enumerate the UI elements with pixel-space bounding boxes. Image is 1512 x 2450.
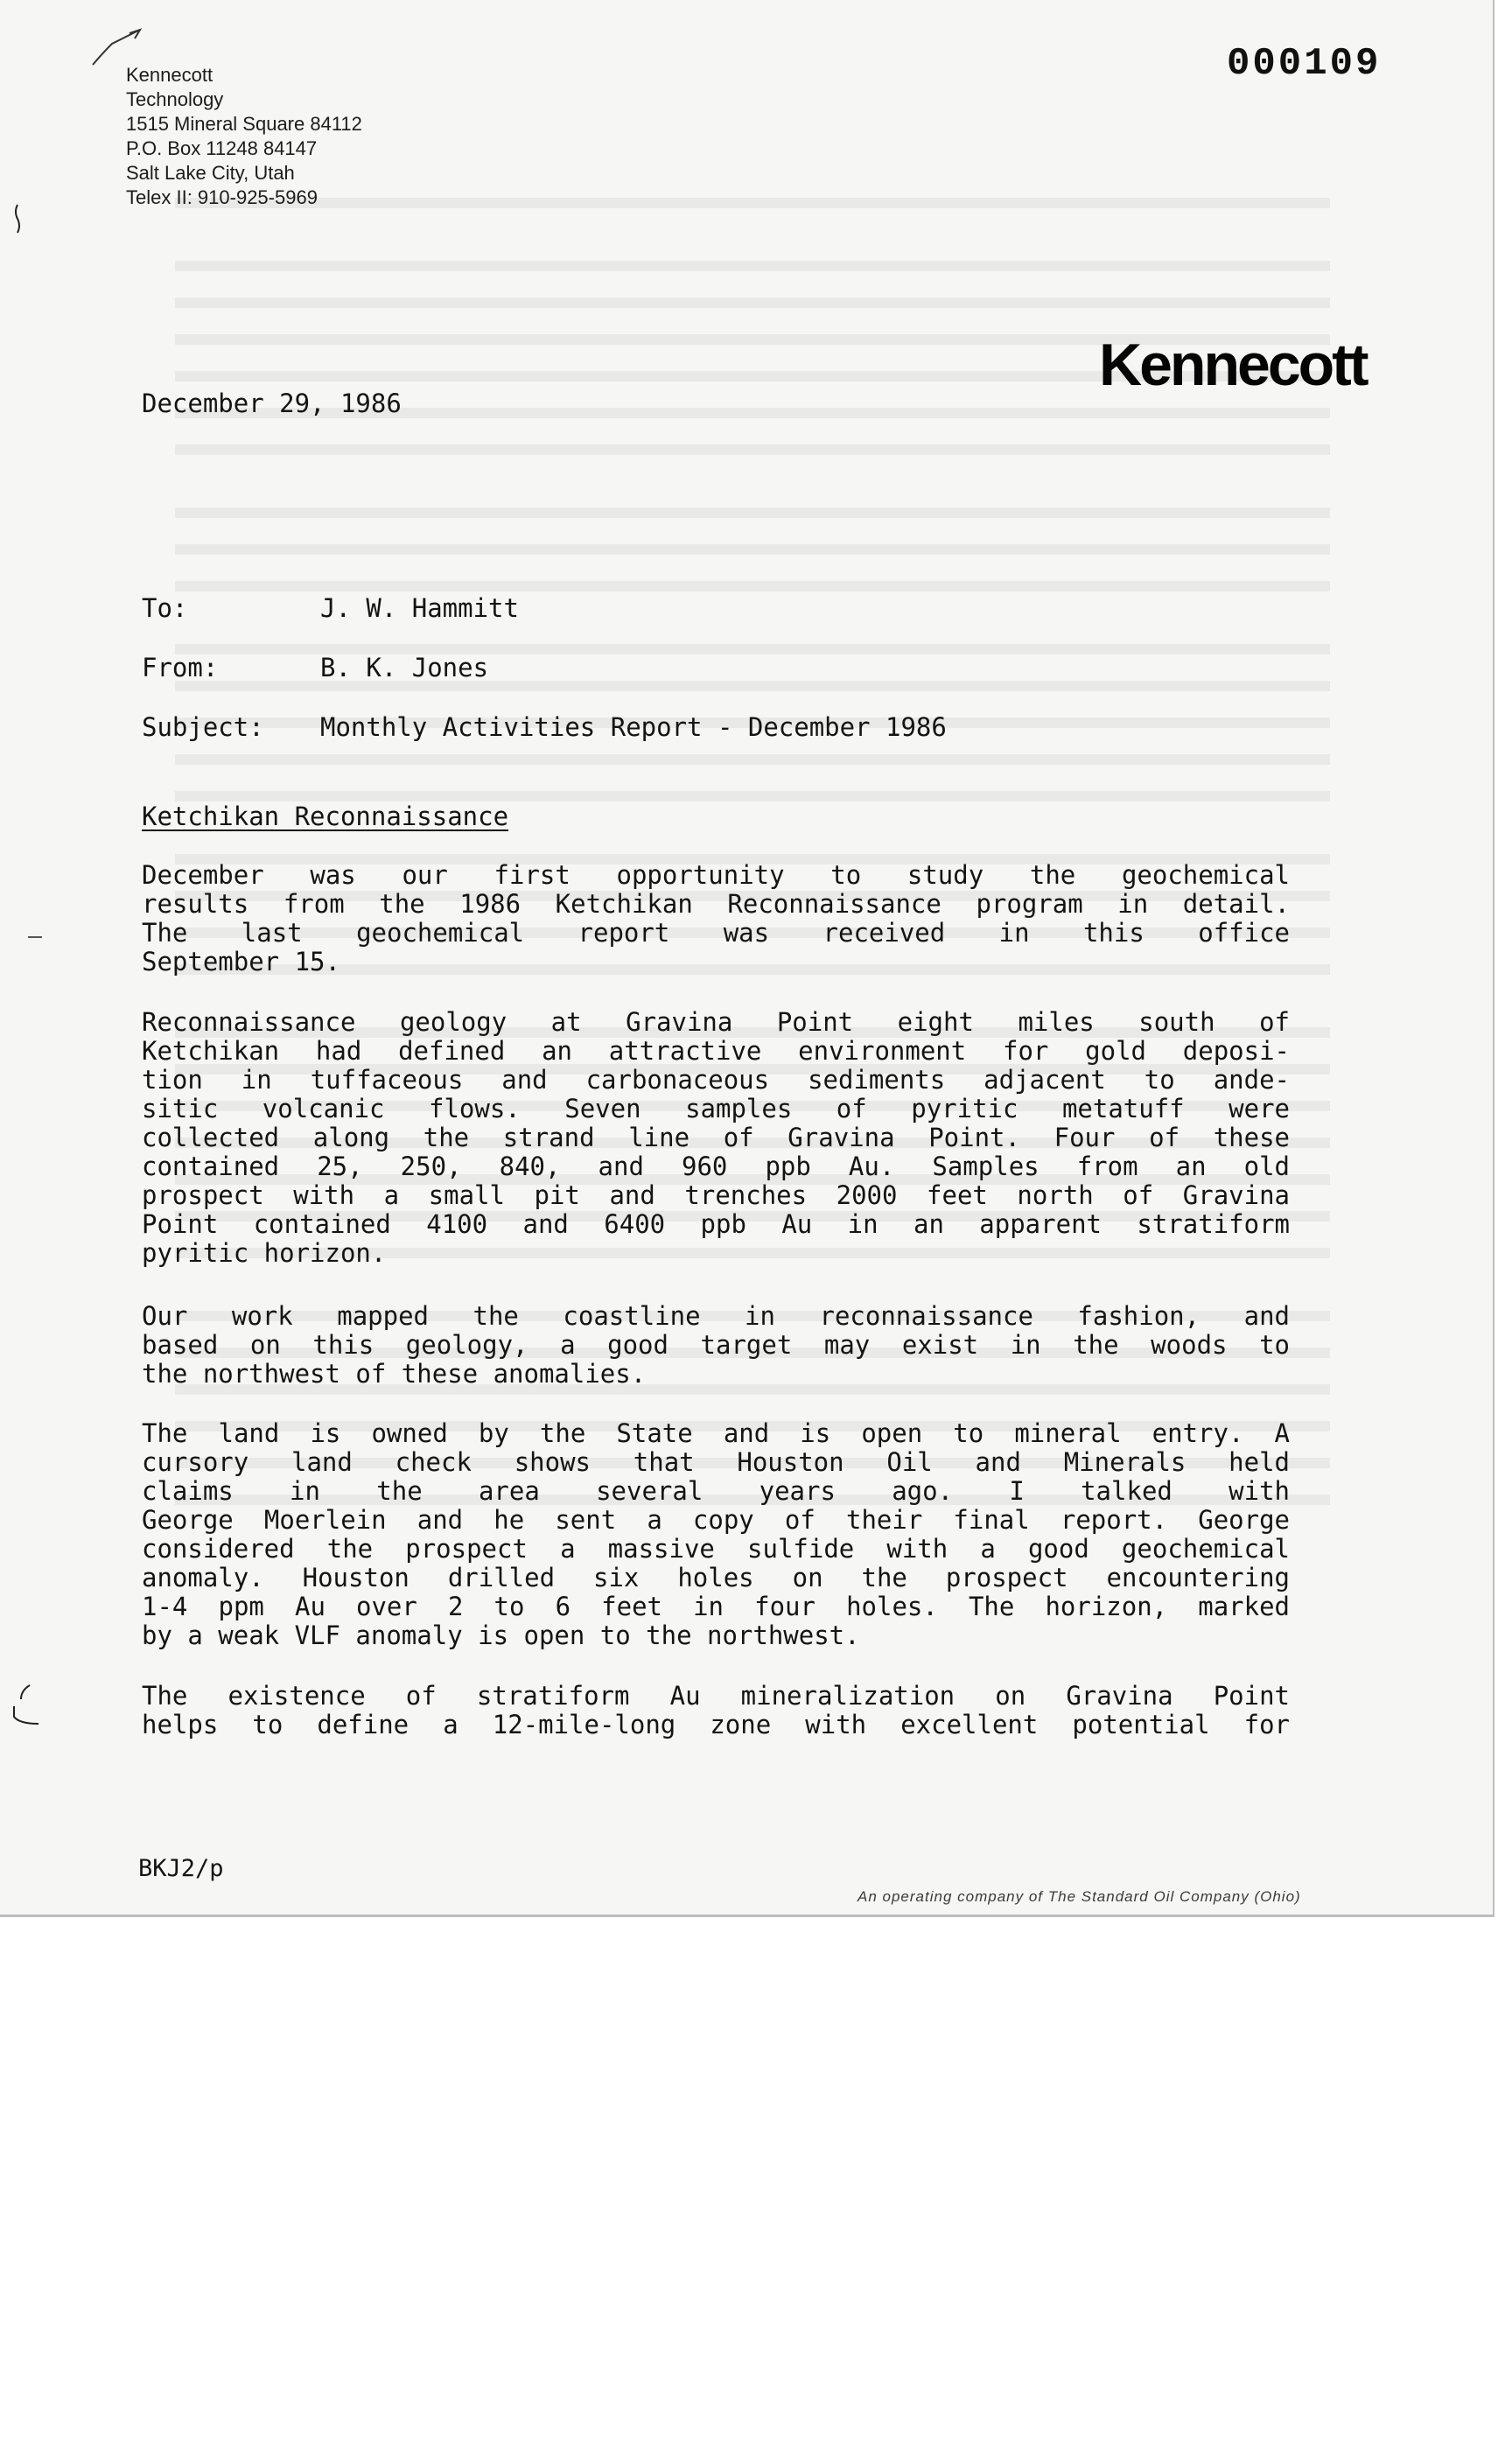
paragraph-line: The last geochemical report was received in this office [142,918,1290,948]
memo-subject-value: Monthly Activities Report - December 1986 [320,712,947,742]
memo-from-label: From: [142,653,219,682]
paragraph-line: results from the 1986 Ketchikan Reconnaissance program in detail. [142,889,1290,919]
memo-to-label: To: [142,593,188,623]
memo-from-value: B. K. Jones [320,653,489,682]
typist-code: BKJ2/p [138,1855,224,1882]
paragraph-line: helps to define a 12-mile-long zone with excellent potential for [142,1710,1290,1740]
paragraph-line: The land is owned by the State and is open to mineral entry. A [142,1418,1290,1448]
paragraph-line: tion in tuffaceous and carbonaceous sediments adjacent to ande- [142,1065,1290,1095]
paragraph [142,861,1290,976]
paragraph-line: sitic volcanic flows. Seven samples of pyritic metatuff were [142,1094,1290,1124]
paragraph-line: contained 25, 250, 840, and 960 ppb Au. Samples from an old [142,1152,1290,1181]
paragraph-line: considered the prospect a massive sulfide with a good geochemical [142,1534,1290,1564]
letterhead-street: 1515 Mineral Square 84112 [126,113,362,135]
paragraph-line: Reconnaissance geology at Gravina Point eight miles south of [142,1007,1290,1037]
letterhead [126,63,362,210]
kennecott-logo: Kennecott [1099,332,1367,398]
paragraph-line: the northwest of these anomalies. [142,1359,647,1389]
scan-mark-left-top [9,203,26,234]
scan-mark-left-bottom [9,1682,44,1731]
footer-note: An operating company of The Standard Oil Company (Ohio) [858,1888,1301,1905]
paragraph-line: Point contained 4100 and 6400 ppb Au in an apparent stratiform [142,1209,1290,1239]
paragraph-line: collected along the strand line of Gravina Point. Four of these [142,1123,1290,1152]
paragraph [142,1008,1290,1268]
paragraph-line: by a weak VLF anomaly is open to the northwest. [142,1620,860,1650]
letterhead-division: Technology [126,88,224,110]
paragraph-line: anomaly. Houston drilled six holes on the prospect encountering [142,1563,1290,1592]
paragraph-line: pyritic horizon. [142,1238,387,1268]
paragraph-line: Ketchikan had defined an attractive environment for gold deposi- [142,1036,1290,1066]
letter-date: December 29, 1986 [142,388,402,418]
paragraph-line: September 15. [142,947,340,976]
memo-subject-label: Subject: [142,712,264,742]
paragraph [142,1302,1290,1389]
paragraph-line: The existence of stratiform Au mineralization on Gravina Point [142,1681,1290,1711]
paragraph-line: George Moerlein and he sent a copy of their final report. George [142,1505,1290,1535]
paragraph [142,1419,1290,1650]
scan-mark-left-mid [26,934,44,940]
section-heading: Ketchikan Reconnaissance [142,802,509,831]
paragraph-line: based on this geology, a good target may exist in the woods to [142,1330,1290,1360]
memo-to-value: J. W. Hammitt [320,593,519,623]
paragraph-line: cursory land check shows that Houston Oil and Minerals held [142,1447,1290,1477]
document-number: 000109 [1227,42,1382,86]
paragraph-line: December was our first opportunity to study the geochemical [142,860,1290,890]
letterhead-telex: Telex II: 910-925-5969 [126,186,318,208]
paragraph-line: prospect with a small pit and trenches 2000 feet north of Gravina [142,1180,1290,1210]
paragraph-line: claims in the area several years ago. I talked with [142,1476,1290,1506]
paragraph [142,1682,1290,1740]
paragraph-line: 1-4 ppm Au over 2 to 6 feet in four holes. The horizon, marked [142,1592,1290,1621]
letterhead-company: Kennecott [126,64,214,86]
letterhead-po-box: P.O. Box 11248 84147 [126,137,318,159]
paragraph-line: Our work mapped the coastline in reconnaissance fashion, and [142,1301,1290,1331]
letterhead-city: Salt Lake City, Utah [126,162,295,184]
